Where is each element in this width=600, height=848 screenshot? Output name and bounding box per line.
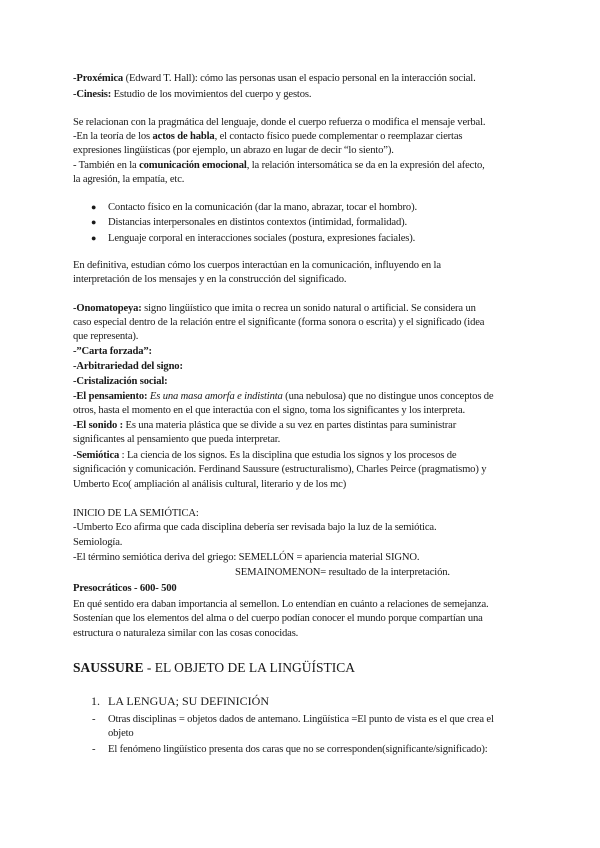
paragraph-line: Sostenían que los elementos del alma o del cuerpo podían conocer el mundo porque compartían una [73,613,483,624]
proxemica-line: -Proxémica (Edward T. Hall): cómo las personas usan el espacio personal en la interacción social. [73,73,476,84]
paragraph-line: estructura o naturaleza similar con las cosas conocidas. [73,628,299,639]
paragraph-line: caso especial dentro de la relación entre el significante (forma sonora o escrita) y el significado (idea [73,317,485,328]
semiotica-line: -Semiótica : La ciencia de los signos. Es la disciplina que estudia los signos y los procesos de [73,450,457,461]
dash-icon: - [92,744,96,755]
list-item: Contacto físico en la comunicación (dar la mano, abrazar, tocar el hombro). [108,202,417,213]
list-number: 1. [91,694,100,708]
sonido-line: -El sonido : Es una materia plástica que se divide a su vez en partes distintas para suministrar [73,420,457,431]
paragraph-line: -En la teoría de los actos de habla, el contacto físico puede complementar o reemplazar ciertas [73,131,463,142]
bullet-icon: ● [91,217,97,227]
paragraph-line: -El término semiótica deriva del griego: SEMELLÓN = apariencia material SIGNO. [73,552,420,563]
paragraph-line: significantes al pensamiento que pueda interpretar. [73,434,281,445]
paragraph-line: que representa). [73,331,139,342]
section-title: INICIO DE LA SEMIÓTICA: [73,508,199,519]
paragraph-line: Semiología. [73,537,123,548]
onomatopeya-line: -Onomatopeya: signo lingüístico que imita o recrea un sonido natural o artificial. Se considera un [73,303,476,314]
paragraph-line: expresiones lingüísticas (por ejemplo, un abrazo en lugar de decir “lo siento”). [73,145,394,156]
paragraph-line: otros, hasta el momento en el que interactúa con el signo, toma los significantes y los interpreta. [73,405,466,416]
arbitrariedad-line: -Arbitrariedad del signo: [73,361,183,372]
list-item: Lenguaje corporal en interacciones sociales (postura, expresiones faciales). [108,233,416,244]
paragraph-line: la agresión, la empatía, etc. [73,174,185,185]
list-item: Distancias interpersonales en distintos contextos (intimidad, formalidad). [108,217,407,228]
cinesis-line: -Cinesis: Estudio de los movimientos del cuerpo y gestos. [73,89,312,100]
carta-forzada-line: -”Carta forzada”: [73,346,152,357]
paragraph-line: interpretación de los mensajes y en la construcción del significado. [73,274,347,285]
subheading: LA LENGUA; SU DEFINICIÓN [108,694,269,708]
paragraph-line: Umberto Eco( ampliación al análisis cultural, literario y de los mc) [73,479,347,490]
bullet-icon: ● [91,202,97,212]
dash-icon: - [92,714,96,725]
presocraticos-line: Presocráticos - 600- 500 [73,583,177,594]
paragraph-line: En qué sentido era daban importancia al semellon. Lo entendían en cuánto a relaciones de semejanza. [73,599,489,610]
list-item: Otras disciplinas = objetos dados de antemano. Lingüística =El punto de vista es el que crea el [108,714,494,725]
paragraph-line: significación y comunicación. Ferdinand Saussure (estructuralismo), Charles Peirce (pragmatismo) y [73,464,487,475]
pensamiento-line: -El pensamiento: Es una masa amorfa e indistinta (una nebulosa) que no distingue unos conceptos de [73,391,494,402]
bullet-icon: ● [91,233,97,243]
list-item: objeto [108,728,134,739]
section-heading: SAUSSURE - EL OBJETO DE LA LINGÜÍSTICA [73,660,356,675]
paragraph-line: - También en la comunicación emocional, la relación intersomática se da en la expresión del afecto, [73,160,485,171]
list-item: El fenómeno lingüístico presenta dos caras que no se corresponden(significante/significado): [108,744,488,755]
paragraph-line: -Umberto Eco afirma que cada disciplina debería ser revisada bajo la luz de la semiótica. [73,522,437,533]
paragraph-line: En definitiva, estudian cómo los cuerpos interactúan en la comunicación, influyendo en la [73,260,441,271]
paragraph-line: Se relacionan con la pragmática del lenguaje, donde el cuerpo refuerza o modifica el mensaje verbal. [73,117,486,128]
paragraph-line: SEMAINOMENON= resultado de la interpretación. [235,567,450,578]
cristalizacion-line: -Cristalización social: [73,376,168,387]
